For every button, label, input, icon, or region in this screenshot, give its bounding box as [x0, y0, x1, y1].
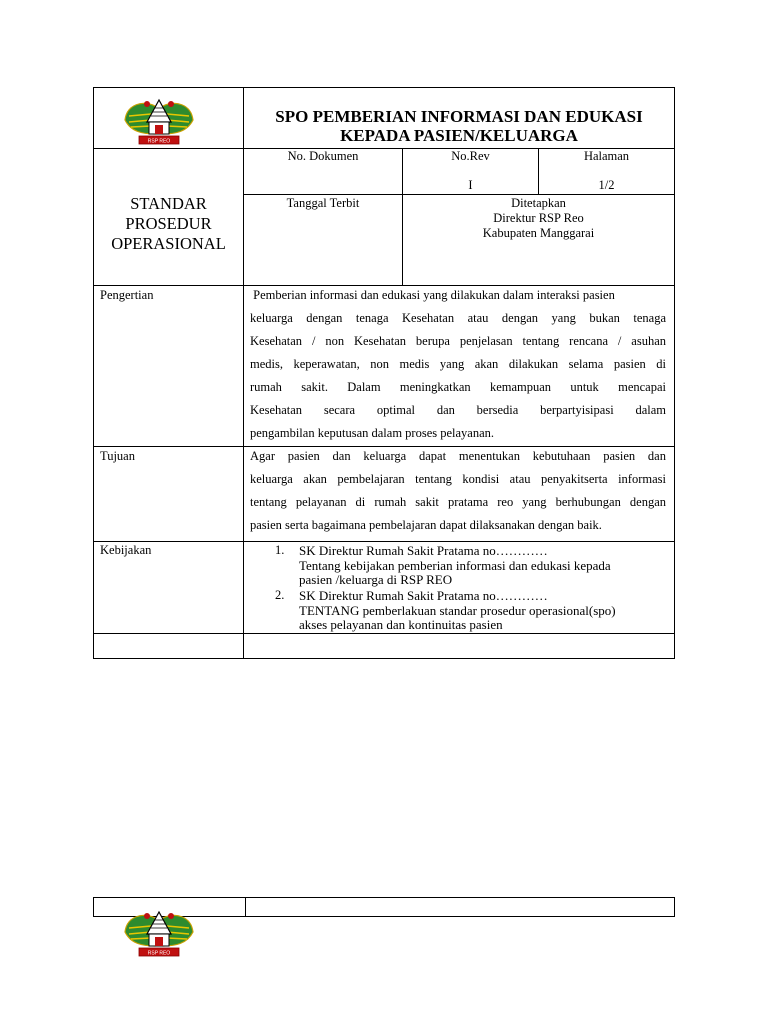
ditetapkan-block	[403, 196, 674, 241]
tujuan-line: Agar pasien dan keluarga dapat menentukan kebutuhaan pasien dan	[250, 449, 666, 463]
svg-text:RSP REO: RSP REO	[147, 138, 171, 145]
halaman-value: 1/2	[598, 178, 615, 192]
table-border-top	[93, 87, 675, 88]
kebijakan-item-line: pasien /keluarga di RSP REO	[299, 572, 453, 587]
pengertian-line: Kesehatan / non Kesehatan berupa penjelasan tentang rencana / asuhan	[250, 334, 666, 348]
kebijakan-item-number: 1.	[275, 543, 285, 557]
tujuan-line: keluarga akan pembelajaran tentang kondisi atau penyakitserta informasi	[250, 472, 666, 486]
row-divider-empty	[93, 633, 675, 634]
kebijakan-item-line: akses pelayanan dan kontinuitas pasien	[299, 617, 503, 632]
sop-label-line3: OPERASIONAL	[111, 234, 226, 253]
kebijakan-item-number: 2.	[275, 588, 285, 602]
pengertian-line: rumah sakit. Dalam meningkatkan kemampuan untuk mencapai	[250, 380, 666, 394]
document-title-line2: KEPADA PASIEN/KELUARGA	[340, 126, 578, 145]
next-header-border-right	[674, 897, 675, 917]
row-divider-pengertian	[93, 285, 675, 286]
next-header-divider	[245, 897, 246, 917]
row-divider-docinfo	[243, 194, 675, 195]
pengertian-line: medis, keperawatan, non medis yang akan dilakukan selama pasien di	[250, 357, 666, 371]
next-header-border-top	[93, 897, 675, 898]
tanggal-terbit-label: Tanggal Terbit	[286, 196, 360, 210]
kebijakan-item-line: Tentang kebijakan pemberian informasi dan edukasi kepada	[299, 558, 611, 573]
kebijakan-label: Kebijakan	[100, 543, 152, 557]
no-rev-label: No.Rev	[451, 149, 490, 163]
table-border-bottom	[93, 658, 675, 659]
pengertian-line: Kesehatan secara optimal dan bersedia berpartyisipasi dalam	[250, 403, 666, 417]
kebijakan-item-line: TENTANG pemberlakuan standar prosedur operasional(spo)	[299, 603, 616, 618]
document-title-line1: SPO PEMBERIAN INFORMASI DAN EDUKASI	[275, 107, 643, 126]
table-border-right	[674, 87, 675, 659]
kebijakan-item-line: SK Direktur Rumah Sakit Pratama no…………	[299, 588, 548, 603]
table-divider-col	[243, 87, 244, 659]
tujuan-label: Tujuan	[100, 449, 135, 463]
row-divider-tujuan	[93, 446, 675, 447]
tujuan-line: pasien serta bagaimana pembelajaran dapat dilaksanakan dengan baik.	[250, 518, 602, 532]
pengertian-line: Pemberian informasi dan edukasi yang dilakukan dalam interaksi pasien	[250, 288, 615, 302]
halaman-label: Halaman	[583, 149, 630, 163]
hospital-logo-page2	[121, 906, 197, 962]
pengertian-line: pengambilan keputusan dalam proses pelayanan.	[250, 426, 495, 440]
pengertian-line: keluarga dengan tenaga Kesehatan atau dengan yang bukan tenaga	[250, 311, 666, 325]
pengertian-label: Pengertian	[100, 288, 154, 302]
no-dokumen-label: No. Dokumen	[287, 149, 359, 163]
kebijakan-item-line: SK Direktur Rumah Sakit Pratama no…………	[299, 543, 548, 558]
sop-label	[94, 194, 243, 254]
tujuan-line: tentang pelayanan di rumah sakit pratama reo yang berhubungan dengan	[250, 495, 666, 509]
next-header-border-left	[93, 897, 94, 917]
ditetapkan-line2: Direktur RSP Reo	[493, 211, 584, 225]
sop-label-line2: PROSEDUR	[125, 214, 212, 233]
table-border-left	[93, 87, 94, 659]
ditetapkan-line1: Ditetapkan	[511, 196, 566, 210]
sop-label-line1: STANDAR	[130, 194, 207, 213]
ditetapkan-line3: Kabupaten Manggarai	[482, 226, 595, 240]
document-title	[244, 107, 674, 145]
svg-text:RSP REO: RSP REO	[147, 950, 171, 957]
row-divider-kebijakan	[93, 541, 675, 542]
hospital-logo	[121, 94, 197, 150]
no-rev-value: I	[468, 178, 473, 192]
